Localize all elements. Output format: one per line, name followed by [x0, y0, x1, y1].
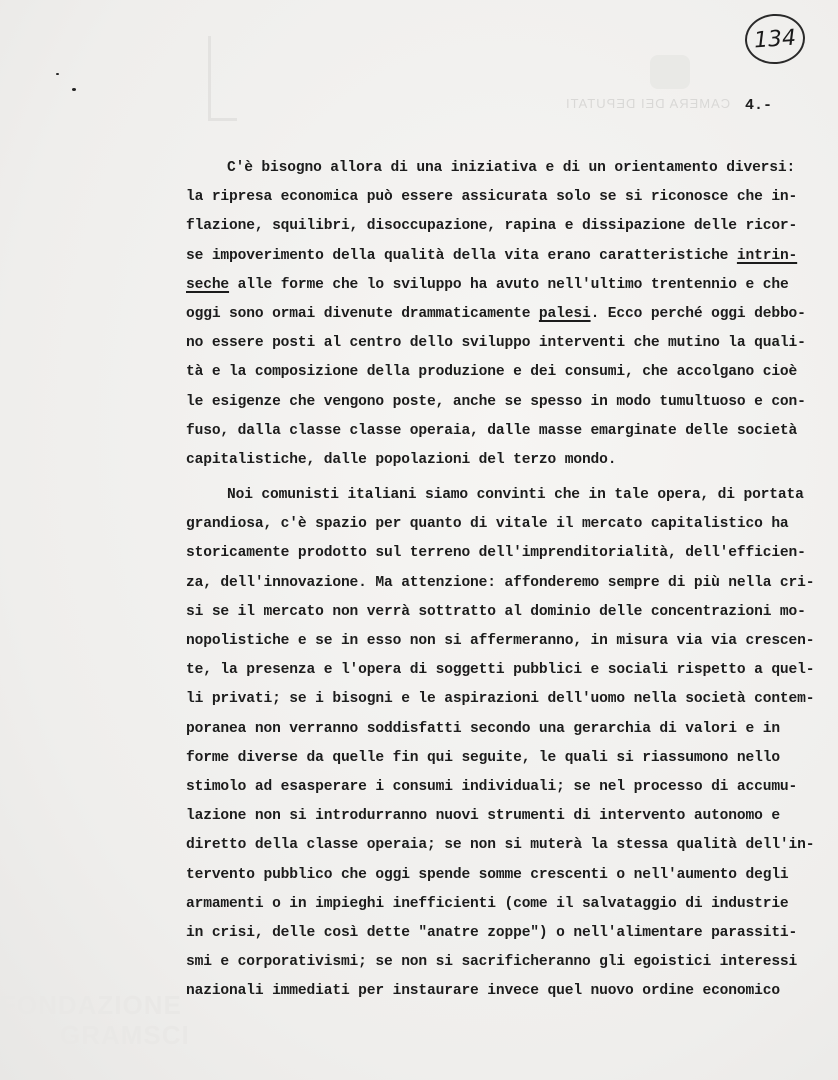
footer-watermark: [0, 990, 190, 1050]
text-run: si se il mercato non verrà sottratto al dominio delle concentrazioni mo-: [186, 603, 806, 620]
text-line: [186, 715, 826, 744]
text-run: forme diverse da quelle fin qui seguite, le quali si riassumono nello: [186, 749, 780, 766]
text-line: [186, 831, 826, 860]
body-text: [186, 154, 826, 1006]
text-line: [186, 773, 826, 802]
text-line: [186, 802, 826, 831]
text-line: [186, 948, 826, 977]
paragraph: [186, 481, 826, 1006]
underlined-word: palesi: [538, 305, 591, 322]
text-line: [186, 539, 826, 568]
text-line: [186, 271, 826, 300]
text-line: [186, 685, 826, 714]
text-line: [186, 744, 826, 773]
text-run: te, la presenza e l'opera di soggetti pubblici e sociali rispetto a quel-: [186, 662, 815, 679]
scan-speck: [72, 88, 76, 91]
text-run: tà e la composizione della produzione e dei consumi, che accolgano cioè: [186, 364, 798, 381]
header-watermark: CAMERA DEI DEPUTATI: [565, 96, 731, 111]
text-run: la ripresa economica può essere assicurata solo se si riconosce che in-: [186, 189, 798, 206]
text-run: stimolo ad esasperare i consumi individuali; se nel processo di accumu-: [186, 778, 798, 795]
underlined-word: intrin-: [736, 247, 798, 264]
footer-watermark-line: GRAMSCI: [60, 1020, 190, 1050]
text-run: lazione non si introdurranno nuovi strumenti di intervento autonomo e: [186, 808, 780, 825]
paragraph: [186, 154, 826, 475]
text-line: [186, 417, 826, 446]
text-run: capitalistiche, dalle popolazioni del terzo mondo.: [186, 451, 617, 468]
text-run: grandiosa, c'è spazio per quanto di vitale il mercato capitalistico ha: [186, 516, 789, 533]
show-through-mark: [208, 36, 237, 121]
text-line: [186, 627, 826, 656]
text-run: nopolistiche e se in esso non si affermeranno, in misura via via crescen-: [186, 633, 815, 649]
text-line: [186, 329, 826, 358]
text-run: C'è bisogno allora di una iniziativa e di un orientamento diversi:: [227, 160, 796, 176]
page-number: 4.-: [745, 97, 773, 114]
watermark-emblem: [650, 55, 690, 89]
text-line: [186, 300, 826, 329]
text-run: oggi sono ormai divenute drammaticamente: [186, 305, 539, 322]
text-run: no essere posti al centro dello sviluppo interventi che mutino la quali-: [186, 335, 806, 352]
text-run: nazionali immediati per instaurare invece quel nuovo ordine economico: [186, 983, 780, 1000]
text-line: [186, 569, 826, 598]
text-run: alle forme che lo sviluppo ha avuto nell'ultimo trentennio e che: [229, 276, 789, 293]
text-run: flazione, squilibri, disoccupazione, rapina e dissipazione delle ricor-: [186, 218, 798, 235]
text-run: poranea non verranno soddisfatti secondo una gerarchia di valori e in: [186, 720, 780, 737]
text-run: in crisi, delle così dette "anatre zoppe") o nell'alimentare parassiti-: [186, 924, 798, 941]
text-line: [186, 861, 826, 890]
text-run: fuso, dalla classe classe operaia, dalle masse emarginate delle società: [186, 422, 798, 439]
text-run: storicamente prodotto sul terreno dell'imprenditorialità, dell'efficien-: [186, 545, 806, 562]
text-line: [186, 977, 826, 1006]
text-run: Noi comunisti italiani siamo convinti che in tale opera, di portata: [227, 487, 804, 504]
text-line: [186, 510, 826, 539]
text-run: le esigenze che vengono poste, anche se spesso in modo tumultuoso e con-: [186, 393, 806, 410]
text-run: smi e corporativismi; se non si sacrificheranno gli egoistici interessi: [186, 954, 798, 971]
text-run: armamenti o in impieghi inefficienti (come il salvataggio di industrie: [186, 895, 789, 912]
scan-speck: [56, 73, 59, 75]
text-run: tervento pubblico che oggi spende somme crescenti o nell'aumento degli: [186, 866, 789, 883]
text-line: [186, 154, 826, 183]
text-run: diretto della classe operaia; se non si muterà la stessa qualità dell'in-: [186, 837, 815, 854]
text-line: [186, 598, 826, 627]
text-line: [186, 183, 826, 212]
text-run: se impoverimento della qualità della vita erano caratteristiche: [186, 247, 737, 264]
text-line: [186, 919, 826, 948]
text-line: [186, 481, 826, 510]
text-line: [186, 446, 826, 475]
text-run: za, dell'innovazione. Ma attenzione: affonderemo sempre di più nella cri-: [186, 574, 815, 591]
footer-watermark-line: FONDAZIONE: [0, 990, 182, 1020]
text-line: [186, 212, 826, 241]
text-line: [186, 890, 826, 919]
text-line: [186, 656, 826, 685]
text-line: [186, 388, 826, 417]
text-run: . Ecco perché oggi debbo-: [590, 305, 806, 322]
archive-page-number-stamp: 134: [743, 12, 806, 66]
text-line: [186, 358, 826, 387]
text-run: li privati; se i bisogni e le aspirazioni dell'uomo nella società contem-: [186, 691, 815, 708]
text-line: [186, 242, 826, 271]
underlined-word: seche: [186, 276, 230, 293]
